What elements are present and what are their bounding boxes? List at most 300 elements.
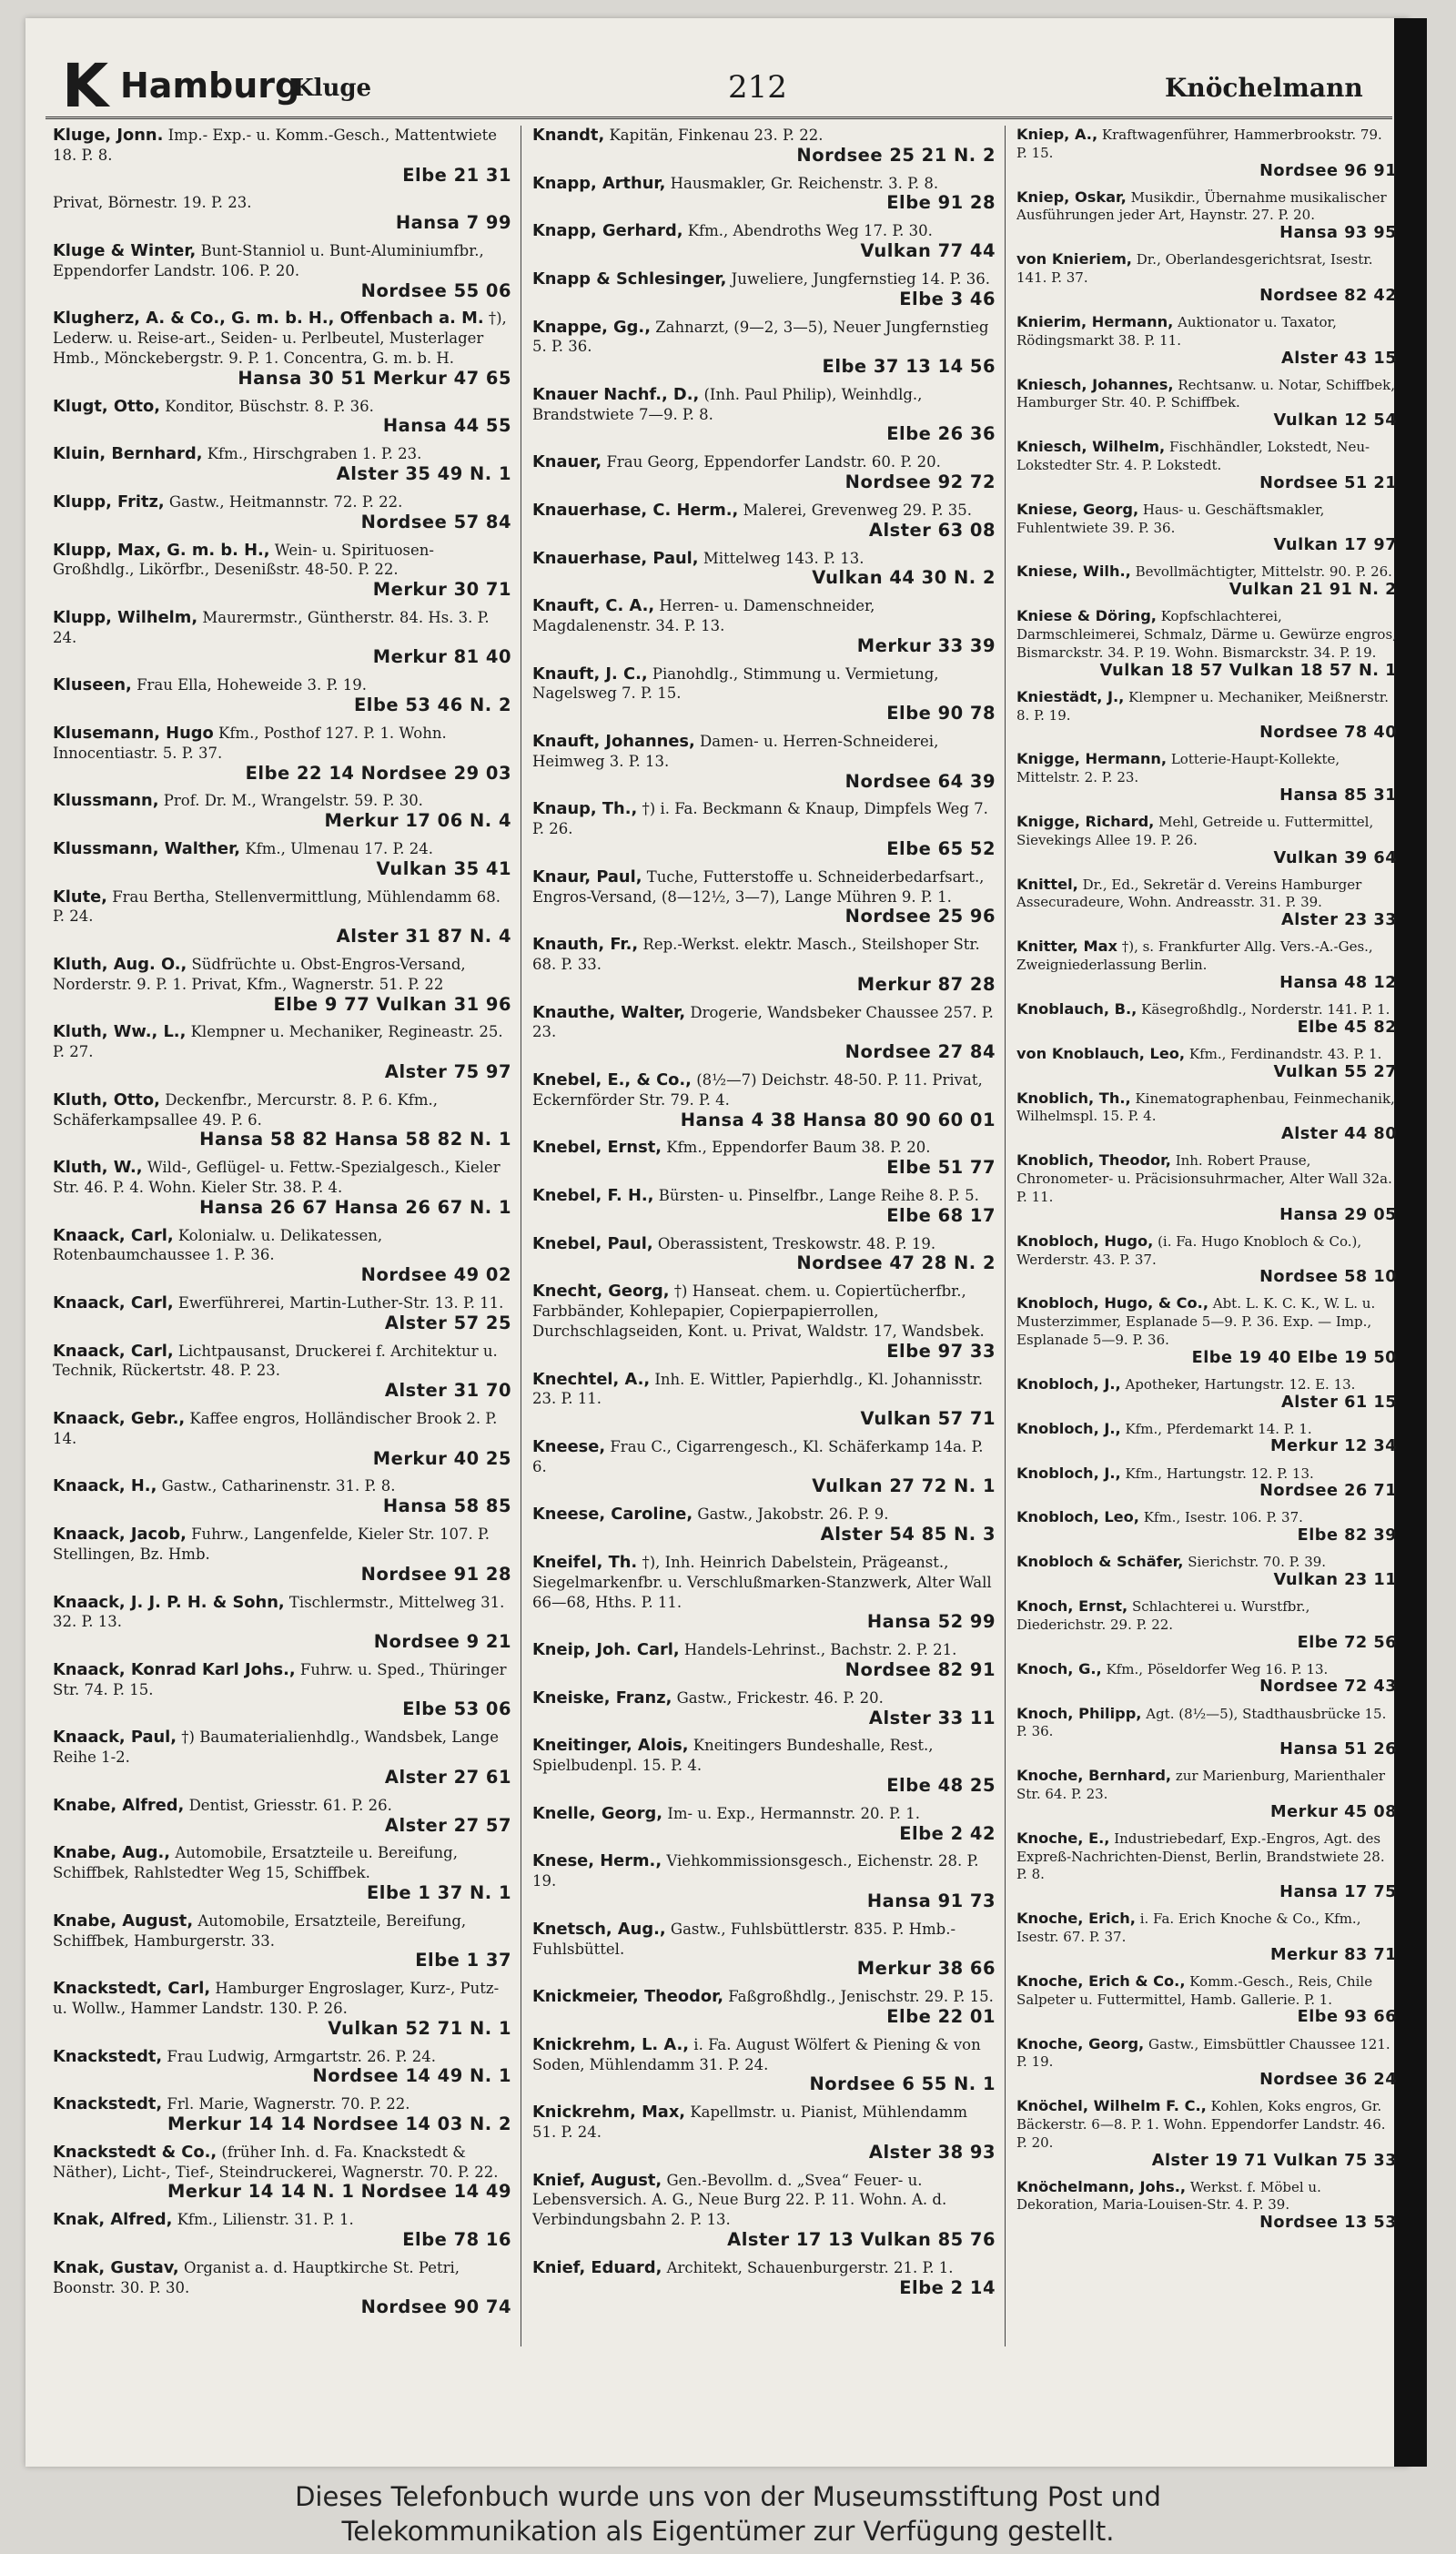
entry-name: Knauft, C. A., — [532, 596, 655, 616]
entry-name: Klupp, Wilhelm, — [53, 607, 198, 627]
entry-name: Knobloch, J., — [1016, 1419, 1121, 1437]
entry-name: Knobloch, Hugo, — [1016, 1231, 1154, 1250]
listing-entry — [53, 1843, 511, 1902]
entry-phone: Alster 63 08 — [868, 519, 996, 541]
entry-name: Knese, Herm., — [532, 1851, 662, 1871]
entry-details: Kfm., Isestr. 106. P. 37. — [1143, 1509, 1303, 1526]
entry-details: Kapitän, Finkenau 23. P. 22. — [609, 127, 824, 144]
entry-name: Klute, — [53, 887, 107, 907]
entry-phone: Elbe 21 31 — [402, 164, 511, 186]
directory-page — [25, 18, 1409, 2467]
entry-details: †), Lederw. u. Reise-art., Seiden- u. Perlbeutel, Musterlager Hmb., Mönckebergstr. 9. P. 1. Concentra, G. m. b. H. — [53, 309, 507, 367]
entry-name: Knackstedt, — [53, 2094, 163, 2114]
entry-phone: Elbe 9 77 Vulkan 31 96 — [273, 993, 511, 1015]
listing-entry — [53, 2143, 511, 2202]
entry-details: †) Baumaterialienhdlg., Wandsbek, Lange Reihe 1-2. — [53, 1728, 499, 1767]
entry-phone: Elbe 53 06 — [402, 1698, 511, 1720]
entry-details: Kfm., Pöseldorfer Weg 16. P. 13. — [1106, 1660, 1329, 1677]
entry-details: Privat, Börnestr. 19. P. 23. — [53, 194, 252, 212]
listing-entry — [53, 1911, 511, 1971]
entry-name: Klugherz, A. & Co., G. m. b. H., Offenbach a. M. — [53, 309, 484, 329]
entry-details: Dentist, Griesstr. 61. P. 26. — [188, 1796, 392, 1814]
entry-phone: Alster 23 33 — [1281, 911, 1397, 930]
entry-name: Kniese, Georg, — [1016, 500, 1139, 518]
entry-phone: Hansa 4 38 Hansa 80 90 60 01 — [680, 1109, 996, 1130]
entry-details: Klempner u. Mechaniker, Meißnerstr. 8. P. 19. — [1016, 688, 1389, 724]
entry-phone: Elbe 90 78 — [886, 703, 996, 725]
entry-details: Dr., Ed., Sekretär d. Vereins Hamburger Assecuradeure, Wohn. Andreasstr. 31. P. 39. — [1016, 876, 1362, 911]
entry-name: Knoblich, Th., — [1016, 1089, 1131, 1107]
last-entry-guide: Knöchelmann — [1165, 73, 1363, 103]
entry-name: Knaack, Konrad Karl Johs., — [53, 1659, 296, 1679]
page-number: 212 — [728, 69, 787, 106]
listing-column-2 — [532, 126, 1006, 2346]
entry-details: Lichtpausanst, Druckerei f. Architektur u. Technik, Rückertstr. 48. P. 23. — [53, 1342, 498, 1380]
entry-name: Kneitinger, Alois, — [532, 1736, 689, 1756]
entry-details: Gastw., Fuhlsbüttlerstr. 835. P. Hmb.-Fuhlsbüttel. — [532, 1920, 956, 1958]
entry-name: Knoch, Ernst, — [1016, 1597, 1128, 1616]
entry-details: Hausmakler, Gr. Reichenstr. 3. P. 8. — [670, 174, 939, 192]
entry-name: Knoblauch, B., — [1016, 999, 1138, 1018]
entry-details: Auktionator u. Taxator, Rödingsmarkt 38. P. 11. — [1016, 313, 1337, 349]
entry-phone: Nordsee 57 84 — [360, 511, 511, 532]
entry-details: Fischhändler, Lokstedt, Neu-Lokstedter Str. 4. P. Lokstedt. — [1016, 439, 1370, 473]
entry-phone: Alster 61 15 — [1281, 1393, 1397, 1412]
entry-phone: Nordsee 92 72 — [844, 471, 996, 493]
entry-phone: Merkur 81 40 — [372, 646, 511, 668]
entry-details: Deckenfbr., Mercurstr. 8. P. 6. Kfm., Schäferkampsallee 49. P. 6. — [53, 1090, 439, 1129]
entry-phone: Alster 38 93 — [868, 2141, 996, 2163]
listing-entry — [53, 492, 511, 532]
entry-name: Knaack, Carl, — [53, 1225, 174, 1245]
entry-phone: Vulkan 12 54 — [1273, 411, 1397, 431]
listing-entry — [1016, 688, 1397, 743]
listing-entry — [1016, 562, 1397, 600]
entry-details: Kohlen, Koks engros, Gr. Bäckerstr. 6—8. P. 1. Wohn. Eppendorfer Landstr. 46. P. 20. — [1016, 2098, 1386, 2151]
entry-name: Knebel, E., & Co., — [532, 1070, 692, 1090]
entry-phone: Vulkan 55 27 — [1273, 1062, 1397, 1081]
entry-name: Knickrehm, L. A., — [532, 2034, 690, 2054]
listing-column-3 — [1016, 126, 1406, 2346]
entry-phone: Alster 19 71 Vulkan 75 33 — [1151, 2151, 1397, 2170]
entry-name: Knobloch, Hugo, & Co., — [1016, 1294, 1208, 1312]
entry-name: Knauer Nachf., D., — [532, 384, 700, 404]
entry-name: Kniesch, Johannes, — [1016, 375, 1174, 393]
entry-details: †), s. Frankfurter Allg. Vers.-A.-Ges., Zweigniederlassung Berlin. — [1016, 938, 1373, 974]
entry-details: Oberassistent, Treskowstr. 48. P. 19. — [657, 1234, 936, 1252]
entry-details: Viehkommissionsgesch., Eichenstr. 28. P. 19. — [532, 1852, 979, 1890]
entry-phone: Nordsee 55 06 — [360, 279, 511, 301]
entry-details: Kfm., Posthof 127. P. 1. Wohn. Innocentiastr. 5. P. 37. — [53, 724, 447, 762]
entry-name: Knoche, Georg, — [1016, 2034, 1145, 2052]
entry-details: (früher Inh. d. Fa. Knackstedt & Näther), Licht-, Tief-, Steindruckerei, Wagnerstr. 70. P. 22. — [53, 2143, 499, 2181]
entry-phone: Vulkan 39 64 — [1273, 848, 1397, 867]
entry-name: Knaack, Carl, — [53, 1341, 174, 1361]
listing-entry — [532, 126, 996, 166]
entry-phone: Alster 57 25 — [384, 1312, 511, 1333]
listing-entry — [532, 452, 996, 492]
listing-entry — [532, 1505, 996, 1545]
listing-column-1 — [53, 126, 521, 2346]
listing-entry — [1016, 313, 1397, 368]
entry-details: Werkst. f. Möbel u. Dekoration, Maria-Louisen-Str. 4. P. 39. — [1016, 2178, 1321, 2214]
entry-details: Kfm., Hirschgraben 1. P. 23. — [207, 445, 422, 463]
entry-phone: Alster 44 80 — [1281, 1125, 1397, 1144]
entry-name: Knackstedt, Carl, — [53, 1979, 211, 1999]
entry-details: Inh. Robert Prause, Chronometer- u. Präcisionsuhrmacher, Alter Wall 32a. P. 11. — [1016, 1152, 1392, 1205]
entry-name: Knecht, Georg, — [532, 1282, 670, 1302]
entry-details: (i. Fa. Hugo Knobloch & Co.), Werderstr. 43. P. 37. — [1016, 1232, 1362, 1268]
entry-name: Kluth, Ww., L., — [53, 1022, 187, 1042]
entry-name: Knief, August, — [532, 2170, 662, 2190]
entry-phone: Hansa 58 82 Hansa 58 82 N. 1 — [199, 1129, 511, 1150]
entry-details: Frau C., Cigarrengesch., Kl. Schäferkamp 14a. P. 6. — [532, 1437, 984, 1475]
entry-details: Zahnarzt, (9—2, 3—5), Neuer Jungfernstieg 5. P. 36. — [532, 318, 989, 356]
entry-details: Tuche, Futterstoffe u. Schneiderbedarfsart., Engros-Versand, (8—12½, 3—7), Lange Mühren 9. P. 1. — [532, 867, 985, 906]
entry-name: Kluth, Otto, — [53, 1090, 160, 1110]
listing-entry — [532, 549, 996, 589]
entry-phone: Alster 27 61 — [384, 1766, 511, 1788]
entry-phone: Elbe 3 46 — [899, 288, 996, 309]
entry-name: Kluseen, — [53, 675, 132, 695]
entry-name: Knickrehm, Max, — [532, 2103, 686, 2123]
entry-details: Gastw., Jakobstr. 26. P. 9. — [697, 1505, 889, 1524]
entry-phone: Elbe 1 37 — [415, 1950, 511, 1971]
entry-name: Knobloch, Leo, — [1016, 1508, 1139, 1526]
entry-details: Prof. Dr. M., Wrangelstr. 59. P. 30. — [163, 792, 423, 810]
listing-entry — [532, 2258, 996, 2298]
entry-name: Knoche, E., — [1016, 1829, 1110, 1847]
listing-entry — [53, 541, 511, 600]
entry-details: Abt. L. K. C. K., W. L. u. Musterzimmer, Esplanade 5—9. P. 36. Exp. — Imp., Esplanade 5—9. P. 36. — [1016, 1295, 1376, 1348]
entry-details: Frau Bertha, Stellenvermittlung, Mühlendamm 68. P. 24. — [53, 887, 500, 926]
entry-phone: Merkur 14 14 N. 1 Nordsee 14 49 — [167, 2181, 511, 2203]
listing-entry — [53, 1796, 511, 1836]
listing-entry — [532, 1804, 996, 1844]
entry-phone: Alster 27 57 — [384, 1814, 511, 1836]
listing-entry — [532, 501, 996, 541]
listing-entry — [1016, 813, 1397, 867]
listing-entry — [53, 791, 511, 831]
listing-entry — [53, 1593, 511, 1652]
listing-entry — [532, 221, 996, 261]
listing-entry — [53, 2210, 511, 2250]
listing-entry — [1016, 2035, 1397, 2090]
first-entry-guide: Kluge — [293, 75, 372, 102]
entry-name: Knackstedt, — [53, 2046, 163, 2066]
entry-phone: Vulkan 18 57 Vulkan 18 57 N. 1 — [1099, 661, 1397, 680]
entry-phone: Nordsee 90 74 — [360, 2296, 511, 2318]
entry-details: Kfm., Lilienstr. 31. P. 1. — [177, 2211, 354, 2229]
entry-details: †), Inh. Heinrich Dabelstein, Prägeanst., Siegelmarkenfbr. u. Verschlußmarken-Stanzwerk, Alter Wall 66—68, Hths. P. 11. — [532, 1553, 992, 1611]
entry-phone: Nordsee 26 71 — [1259, 1482, 1397, 1501]
entry-name: Knak, Alfred, — [53, 2210, 173, 2230]
listing-entry — [53, 1525, 511, 1584]
listing-entry — [532, 1138, 996, 1178]
listing-entry — [53, 608, 511, 667]
listing-entry — [532, 269, 996, 309]
entry-details: Im- u. Exp., Hermannstr. 20. P. 1. — [667, 1804, 920, 1822]
entry-details: Kfm., Hartungstr. 12. P. 13. — [1125, 1464, 1314, 1482]
entry-details: Frl. Marie, Wagnerstr. 70. P. 22. — [167, 2095, 410, 2113]
entry-details: Wild-, Geflügel- u. Fettw.-Spezialgesch., Kieler Str. 46. P. 4. Wohn. Kieler Str. 38. P. 4. — [53, 1159, 500, 1196]
entry-name: Kniep, Oskar, — [1016, 187, 1127, 206]
entry-name: Knaack, Paul, — [53, 1728, 177, 1748]
entry-name: Knaup, Th., — [532, 799, 638, 819]
entry-name: Kluth, Aug. O., — [53, 955, 187, 974]
entry-phone: Nordsee 25 96 — [844, 906, 996, 927]
entry-name: Knauerhase, C. Herm., — [532, 500, 739, 520]
entry-name: Knaack, Gebr., — [53, 1409, 186, 1429]
entry-details: Automobile, Ersatzteile, Bereifung, Schiffbek, Hamburgerstr. 33. — [53, 1911, 467, 1950]
entry-phone: Elbe 45 82 — [1297, 1018, 1397, 1037]
listing-entry — [1016, 1090, 1397, 1144]
listing-entry — [1016, 250, 1397, 305]
entry-name: Knauer, — [532, 452, 602, 472]
entry-phone: Nordsee 96 91 — [1259, 161, 1397, 180]
entry-phone: Merkur 45 08 — [1270, 1802, 1397, 1821]
entry-phone: Elbe 82 39 — [1297, 1526, 1397, 1546]
entry-phone: Nordsee 91 28 — [360, 1563, 511, 1585]
footer-line-1: Dieses Telefonbuch wurde uns von der Museumsstiftung Post und — [295, 2481, 1161, 2512]
listing-entry — [53, 2258, 511, 2317]
entry-details: Fuhrw., Langenfelde, Kieler Str. 107. P. Stellingen, Bz. Hmb. — [53, 1525, 490, 1563]
entry-name: Knöchel, Wilhelm F. C., — [1016, 2097, 1207, 2115]
listing-entry — [532, 2171, 996, 2250]
entry-details: Käsegroßhdlg., Norderstr. 141. P. 1. — [1141, 1000, 1390, 1018]
entry-name: Knittel, — [1016, 875, 1078, 893]
entry-details: Frau Ludwig, Armgartstr. 26. P. 24. — [167, 2047, 437, 2065]
listing-entry — [1016, 1829, 1397, 1902]
listing-entry — [532, 1640, 996, 1680]
entry-phone: Alster 31 87 N. 4 — [336, 926, 511, 948]
listing-entry — [532, 1736, 996, 1795]
entry-details: Faßgroßhdlg., Jenischstr. 29. P. 15. — [728, 1988, 994, 2006]
listing-entry — [532, 1851, 996, 1910]
entry-name: Kniese, Wilh., — [1016, 562, 1131, 581]
listing-entry — [53, 444, 511, 484]
entry-phone: Nordsee 49 02 — [360, 1264, 511, 1286]
entry-details: Kraftwagenführer, Hammerbrookstr. 79. P. 15. — [1016, 127, 1382, 161]
listing-entry — [1016, 501, 1397, 555]
entry-phone: Nordsee 25 21 N. 2 — [796, 144, 996, 166]
entry-name: Knoche, Erich, — [1016, 1910, 1136, 1928]
entry-phone: Elbe 51 77 — [886, 1157, 996, 1179]
listing-entry — [1016, 1597, 1397, 1652]
entry-phone: Hansa 52 99 — [866, 1611, 996, 1633]
entry-phone: Alster 35 49 N. 1 — [336, 463, 511, 485]
entry-phone: Elbe 93 66 — [1297, 2008, 1397, 2027]
listing-entry — [1016, 1000, 1397, 1038]
entry-phone: Nordsee 9 21 — [373, 1631, 511, 1653]
entry-phone: Hansa 7 99 — [395, 212, 511, 234]
entry-name: Knobloch, J., — [1016, 1464, 1121, 1482]
listing-entry — [1016, 1508, 1397, 1546]
entry-name: Kluge & Winter, — [53, 241, 197, 261]
entry-details: Architekt, Schauenburgerstr. 21. P. 1. — [666, 2258, 954, 2276]
listing-entry — [1016, 1464, 1397, 1502]
entry-name: Knoch, Philipp, — [1016, 1704, 1142, 1722]
listing-entry — [532, 1070, 996, 1130]
listing-entry — [53, 1022, 511, 1081]
entry-phone: Hansa 58 85 — [382, 1495, 511, 1517]
entry-details: Automobile, Ersatzteile u. Bereifung, Schiffbek, Rahlstedter Weg 15, Schiffbek. — [53, 1844, 458, 1882]
entry-name: Knobloch, J., — [1016, 1374, 1121, 1393]
entry-name: Knapp & Schlesinger, — [532, 269, 727, 289]
entry-details: Hamburger Engroslager, Kurz-, Putz- u. Wollw., Hammer Landstr. 130. P. 26. — [53, 1980, 500, 2017]
entry-name: Knauerhase, Paul, — [532, 548, 699, 568]
entry-details: Bunt-Stanniol u. Bunt-Aluminiumfbr., Eppendorfer Landstr. 106. P. 20. — [53, 242, 484, 279]
entry-name: Kneiske, Franz, — [532, 1687, 672, 1708]
entry-details: (Inh. Paul Philip), Weinhdlg., Brandstwiete 7—9. P. 8. — [532, 385, 923, 423]
entry-details: Kapellmstr. u. Pianist, Mühlendamm 51. P. 24. — [532, 2103, 968, 2142]
entry-details: Musikdir., Übernahme musikalischer Ausführungen jeder Art, Haynstr. 27. P. 20. — [1016, 188, 1387, 224]
entry-details: Kfm., Pferdemarkt 14. P. 1. — [1125, 1420, 1312, 1437]
entry-name: Kneifel, Th. — [532, 1552, 638, 1572]
listing-entry — [1016, 376, 1397, 431]
entry-phone: Nordsee 58 10 — [1259, 1268, 1397, 1287]
entry-details: i. Fa. Erich Knoche & Co., Kfm., Isestr. 67. P. 37. — [1016, 1910, 1361, 1946]
entry-name: Kniep, A., — [1016, 126, 1098, 143]
listing-entry — [1016, 1972, 1397, 2027]
entry-phone: Vulkan 52 71 N. 1 — [328, 2017, 511, 2039]
entry-details: Bevollmächtigter, Mittelstr. 90. P. 26. — [1135, 563, 1392, 581]
entry-phone: Nordsee 14 49 N. 1 — [312, 2065, 511, 2087]
listing-entry — [1016, 1232, 1397, 1287]
entry-details: Frau Ella, Hoheweide 3. P. 19. — [136, 676, 367, 694]
entry-name: Knigge, Hermann, — [1016, 750, 1168, 768]
listing-entry — [53, 1226, 511, 1285]
listing-entry — [532, 2103, 996, 2162]
entry-name: Knitter, Max — [1016, 937, 1117, 956]
entry-name: Knappe, Gg., — [532, 317, 651, 337]
listing-entry — [53, 309, 511, 388]
entry-details: zur Marienburg, Marienthaler Str. 64. P. 23. — [1016, 1768, 1386, 1802]
entry-phone: Merkur 83 71 — [1270, 1945, 1397, 1964]
listing-entry — [1016, 438, 1397, 492]
entry-phone: Vulkan 21 91 N. 2 — [1228, 581, 1397, 600]
entry-name: Klupp, Fritz, — [53, 492, 165, 512]
listing-entry — [1016, 2097, 1397, 2170]
entry-details: †) i. Fa. Beckmann & Knaup, Dimpfels Weg 7. P. 26. — [532, 800, 988, 838]
entry-details: Juweliere, Jungfernstieg 14. P. 36. — [731, 269, 990, 288]
entry-phone: Nordsee 82 42 — [1259, 286, 1397, 305]
entry-phone: Elbe 22 14 Nordsee 29 03 — [245, 762, 511, 784]
entry-phone: Elbe 65 52 — [886, 837, 996, 859]
entry-phone: Elbe 78 16 — [402, 2229, 511, 2250]
listing-entry — [532, 596, 996, 655]
listing-entry — [1016, 1294, 1397, 1367]
listing-entry — [1016, 750, 1397, 805]
entry-name: Knebel, F. H., — [532, 1186, 654, 1206]
entry-name: Knak, Gustav, — [53, 2257, 179, 2277]
entry-phone: Nordsee 72 43 — [1259, 1677, 1397, 1697]
entry-name: Knoch, G., — [1016, 1659, 1102, 1677]
listing-entry — [1016, 1420, 1397, 1457]
entry-phone: Elbe 22 01 — [886, 2006, 996, 2027]
entry-details: Kolonialw. u. Delikatessen, Rotenbaumchaussee 1. P. 36. — [53, 1226, 383, 1264]
entry-details: Kneitingers Bundeshalle, Rest., Spielbudenpl. 15. P. 4. — [532, 1737, 934, 1775]
entry-details: Drogerie, Wandsbeker Chaussee 257. P. 23. — [532, 1003, 994, 1041]
entry-details: Maurermstr., Güntherstr. 84. Hs. 3. P. 24. — [53, 608, 490, 646]
entry-phone: Alster 54 85 N. 3 — [820, 1524, 996, 1546]
entry-phone: Vulkan 23 11 — [1273, 1570, 1397, 1589]
entry-phone: Vulkan 27 72 N. 1 — [812, 1475, 996, 1497]
entry-details: Kfm., Ferdinandstr. 43. P. 1. — [1188, 1045, 1382, 1062]
entry-phone: Hansa 30 51 Merkur 47 65 — [238, 367, 511, 389]
listing-entry — [1016, 1375, 1397, 1413]
entry-name: Knebel, Paul, — [532, 1233, 653, 1253]
entry-details: Rechtsanw. u. Notar, Schiffbek, Hamburger Str. 40. P. Schiffbek. — [1016, 376, 1395, 411]
entry-name: Knabe, Alfred, — [53, 1795, 185, 1815]
entry-phone: Hansa 93 95 — [1279, 224, 1397, 243]
entry-name: Knabe, Aug., — [53, 1843, 171, 1863]
entry-name: Knobloch & Schäfer, — [1016, 1553, 1184, 1571]
entry-phone: Hansa 29 05 — [1279, 1205, 1397, 1224]
entry-phone: Nordsee 47 28 N. 2 — [796, 1252, 996, 1274]
entry-phone: Hansa 44 55 — [382, 415, 511, 437]
entry-details: Fuhrw. u. Sped., Thüringer Str. 74. P. 15. — [53, 1660, 507, 1698]
entry-name: Kniesch, Wilhelm, — [1016, 438, 1166, 456]
listing-entry — [532, 1234, 996, 1274]
listing-entry — [1016, 1553, 1397, 1590]
entry-phone: Hansa 51 26 — [1279, 1740, 1397, 1759]
entry-details: Herren- u. Damenschneider, Magdalenenstr. 34. P. 13. — [532, 597, 875, 634]
entry-name: Klupp, Max, G. m. b. H., — [53, 540, 270, 560]
entry-phone: Merkur 87 28 — [856, 973, 996, 995]
entry-details: Kfm., Abendroths Weg 17. P. 30. — [687, 222, 933, 240]
entry-phone: Elbe 26 36 — [886, 423, 996, 445]
entry-name: Knoche, Erich & Co., — [1016, 1971, 1186, 1990]
footer-line-2: Telekommunikation als Eigentümer zur Verfügung gestellt. — [341, 2516, 1115, 2547]
entry-details: Kinematographenbau, Feinmechanik, Wilhelmspl. 15. P. 4. — [1016, 1090, 1395, 1125]
entry-details: Mehl, Getreide u. Futtermittel, Sievekings Allee 19. P. 26. — [1016, 814, 1374, 848]
entry-phone: Alster 17 13 Vulkan 85 76 — [727, 2229, 996, 2250]
entry-phone: Elbe 48 25 — [886, 1774, 996, 1796]
listing-entry — [53, 955, 511, 1014]
entry-phone: Vulkan 17 97 — [1273, 536, 1397, 555]
entry-details: Handels-Lehrinst., Bachstr. 2. P. 21. — [683, 1641, 957, 1659]
listing-entry — [532, 1282, 996, 1361]
entry-phone: Merkur 40 25 — [372, 1447, 511, 1469]
listing-entry — [532, 664, 996, 724]
listing-entry — [53, 1728, 511, 1787]
entry-details: Pianohdlg., Stimmung u. Vermietung, Nagelsweg 7. P. 15. — [532, 664, 939, 703]
entry-details: Imp.- Exp.- u. Komm.-Gesch., Mattentwiete 18. P. 8. — [53, 127, 498, 164]
listing-entry — [532, 935, 996, 994]
entry-phone: Nordsee 82 91 — [844, 1658, 996, 1680]
listing-entry — [53, 397, 511, 437]
listing-entry — [53, 1979, 511, 2038]
entry-phone: Merkur 12 34 — [1270, 1437, 1397, 1456]
entry-details: Frau Georg, Eppendorfer Landstr. 60. P. 20. — [606, 453, 941, 471]
entry-name: Kneip, Joh. Carl, — [532, 1640, 680, 1660]
listing-entry — [53, 193, 511, 233]
entry-phone: Nordsee 13 53 — [1259, 2214, 1397, 2233]
entry-name: Knapp, Arthur, — [532, 173, 666, 193]
listing-entry — [53, 675, 511, 715]
listing-entry — [53, 839, 511, 879]
entry-details: Damen- u. Herren-Schneiderei, Heimweg 3. P. 13. — [532, 733, 939, 770]
entry-phone: Merkur 33 39 — [856, 634, 996, 656]
entry-details: Mittelweg 143. P. 13. — [703, 549, 864, 567]
entry-phone: Vulkan 57 71 — [860, 1408, 996, 1430]
entry-phone: Elbe 68 17 — [886, 1204, 996, 1226]
page-header — [46, 53, 1392, 119]
entry-details: Sierichstr. 70. P. 39. — [1188, 1554, 1327, 1571]
listing-entry — [1016, 876, 1397, 930]
entry-phone: Elbe 53 46 N. 2 — [353, 694, 511, 716]
